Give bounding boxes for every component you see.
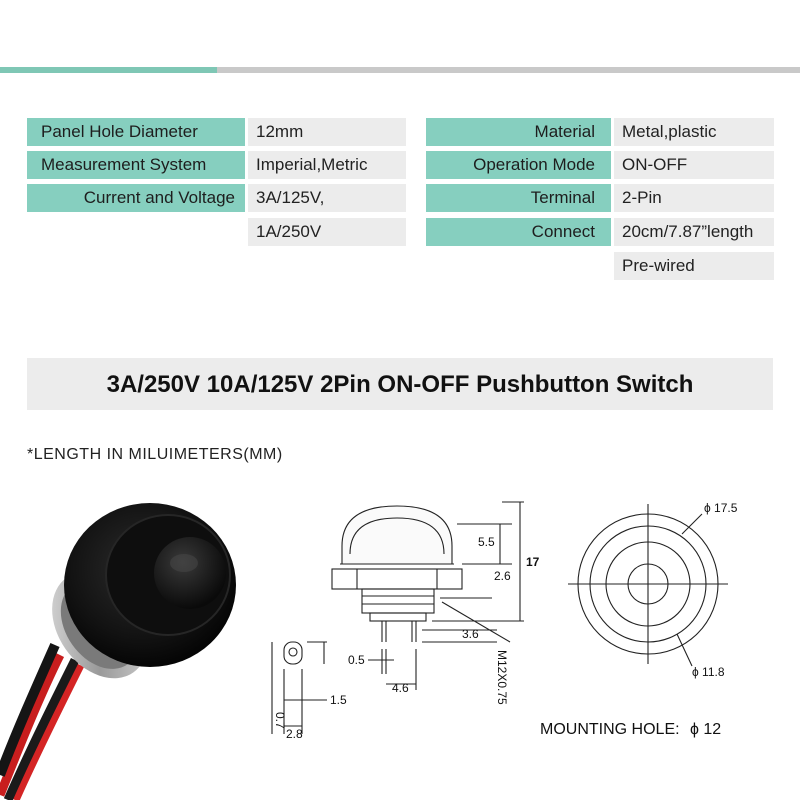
dim-0-7: 0.7 [273,712,287,729]
header-divider-accent [0,67,217,73]
spec-label-terminal: Terminal [426,184,611,212]
dim-1-5: 1.5 [330,693,347,707]
spec-value-operation-mode: ON-OFF [614,151,774,179]
spec-value-current-voltage: 3A/125V, [248,184,406,212]
dim-phi-17-5: ϕ 17.5 [704,501,738,515]
spec-value-measurement-system: Imperial,Metric [248,151,406,179]
spec-label-connect: Connect [426,218,611,246]
spec-label-hole-diameter: Panel Hole Diameter [27,118,245,146]
spec-value-material: Metal,plastic [614,118,774,146]
dimension-drawing [262,474,800,800]
spec-table [0,118,800,293]
dim-2-6: 2.6 [494,569,511,583]
spec-value-terminal: 2-Pin [614,184,774,212]
spec-label-operation-mode: Operation Mode [426,151,611,179]
mounting-hole-label: MOUNTING HOLE: [540,721,680,738]
dim-3-6: 3.6 [462,627,479,641]
spec-value-connect-2: Pre-wired [614,252,774,280]
dim-phi-11-8: ϕ 11.8 [692,665,725,679]
spec-label-current-voltage: Current and Voltage [27,184,245,212]
mounting-hole-value: ϕ 12 [690,721,722,738]
spec-label-measurement-system: Measurement System [27,151,245,179]
dim-4-6: 4.6 [392,681,409,695]
switch-photo [0,495,250,800]
spec-value-hole-diameter: 12mm [248,118,406,146]
dim-thread: M12X0.75 [495,650,509,705]
dim-0-5: 0.5 [348,653,365,667]
spec-label-material: Material [426,118,611,146]
dim-2-8: 2.8 [286,727,303,741]
spec-value-connect: 20cm/7.87”length [614,218,774,246]
units-note: *LENGTH IN MILUIMETERS(MM) [27,446,283,463]
spec-value-current-voltage-2: 1A/250V [248,218,406,246]
header-divider [0,67,800,73]
dim-17: 17 [526,555,540,569]
product-title-banner: 3A/250V 10A/125V 2Pin ON-OFF Pushbutton Switch [27,358,773,410]
dim-5-5: 5.5 [478,535,495,549]
